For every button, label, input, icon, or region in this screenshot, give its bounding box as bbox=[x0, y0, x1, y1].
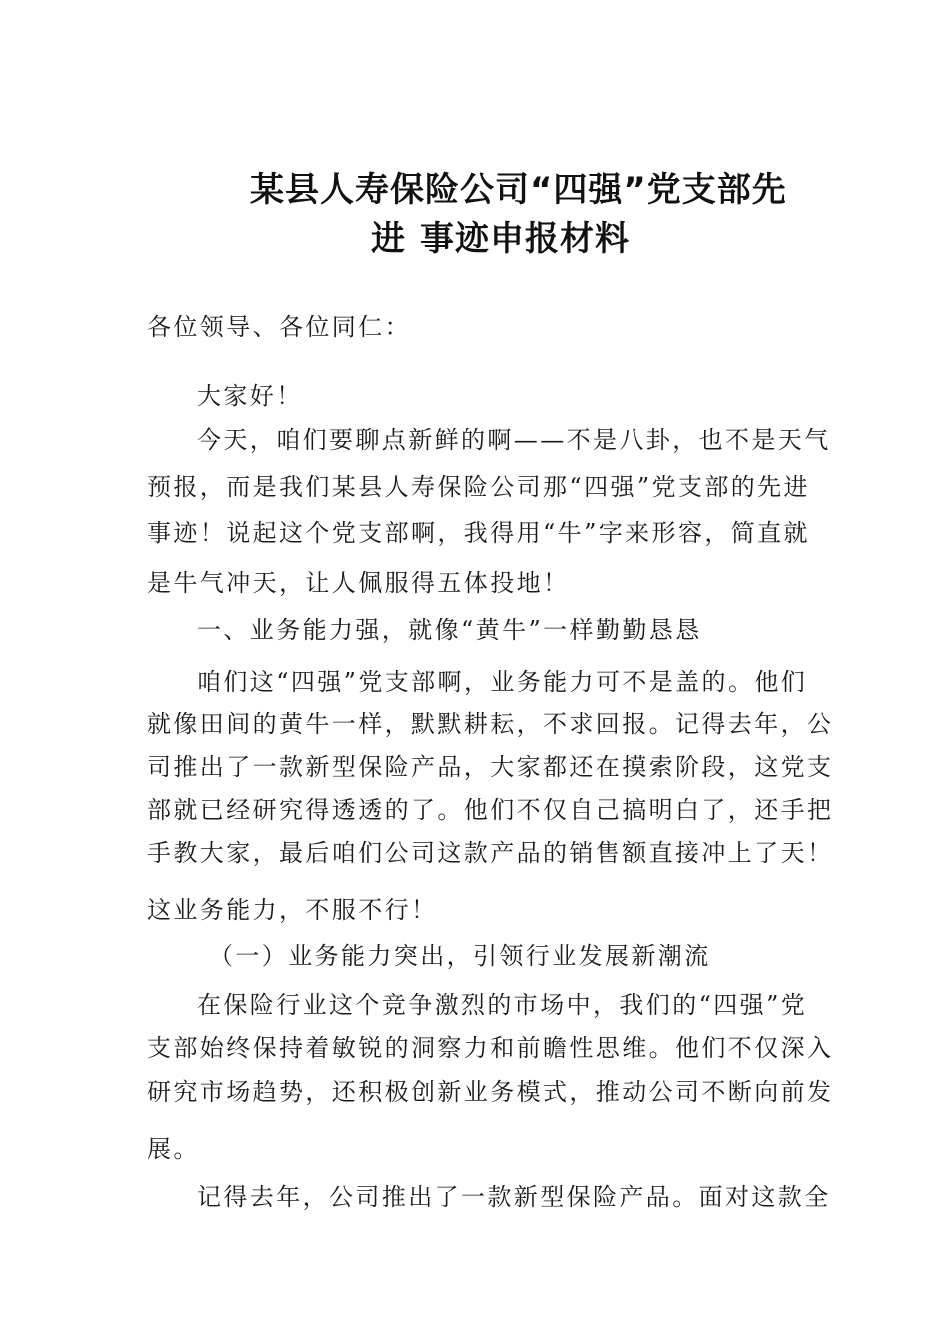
paragraph-line: 咱们这“四强”党支部啊，业务能力可不是盖的。他们 bbox=[197, 668, 808, 696]
paragraph-line: 预报，而是我们某县人寿保险公司那“四强”党支部的先进 bbox=[147, 473, 810, 501]
document-title-line-2 bbox=[371, 211, 630, 260]
paragraph-line: 展。 bbox=[147, 1135, 200, 1163]
paragraph-line: 手教大家，最后咱们公司这款产品的销售额直接冲上了天！ bbox=[147, 839, 834, 867]
paragraph-line: 记得去年，公司推出了一款新型保险产品。面对这款全 bbox=[197, 1183, 831, 1211]
section-heading: 一、业务能力强，就像“黄牛”一样勤勤恳恳 bbox=[197, 616, 702, 644]
paragraph-line: 部就已经研究得透透的了。他们不仅自己搞明白了，还手把 bbox=[147, 796, 834, 824]
paragraph-line: 司推出了一款新型保险产品，大家都还在摸索阶段，这党支 bbox=[147, 753, 834, 781]
paragraph-line: 就像田间的黄牛一样，默默耕耘，不求回报。记得去年，公 bbox=[147, 710, 834, 738]
paragraph-line: 今天，咱们要聊点新鲜的啊——不是八卦，也不是天气 bbox=[197, 426, 831, 454]
paragraph-line: 事迹！说起这个党支部啊，我得用“牛”字来形容，简直就 bbox=[147, 519, 810, 547]
paragraph-line: 在保险行业这个竞争激烈的市场中，我们的“四强”党 bbox=[197, 991, 808, 1019]
greeting: 大家好！ bbox=[197, 382, 303, 410]
paragraph-line: 研究市场趋势，还积极创新业务模式，推动公司不断向前发 bbox=[147, 1078, 834, 1106]
title-part-a: 进 bbox=[371, 219, 406, 259]
paragraph-line: 是牛气冲天，让人佩服得五体投地！ bbox=[147, 569, 570, 597]
paragraph-line: 这业务能力，不服不行！ bbox=[147, 896, 438, 924]
title-part-b: 事迹申报材料 bbox=[420, 219, 630, 259]
document-title-line-1: 某县人寿保险公司“四强”党支部先 bbox=[250, 170, 787, 210]
paragraph-line: 支部始终保持着敏锐的洞察力和前瞻性思维。他们不仅深入 bbox=[147, 1034, 834, 1062]
salutation: 各位领导、各位同仁： bbox=[147, 313, 411, 341]
subsection-heading: （一）业务能力突出，引领行业发展新潮流 bbox=[209, 942, 711, 970]
